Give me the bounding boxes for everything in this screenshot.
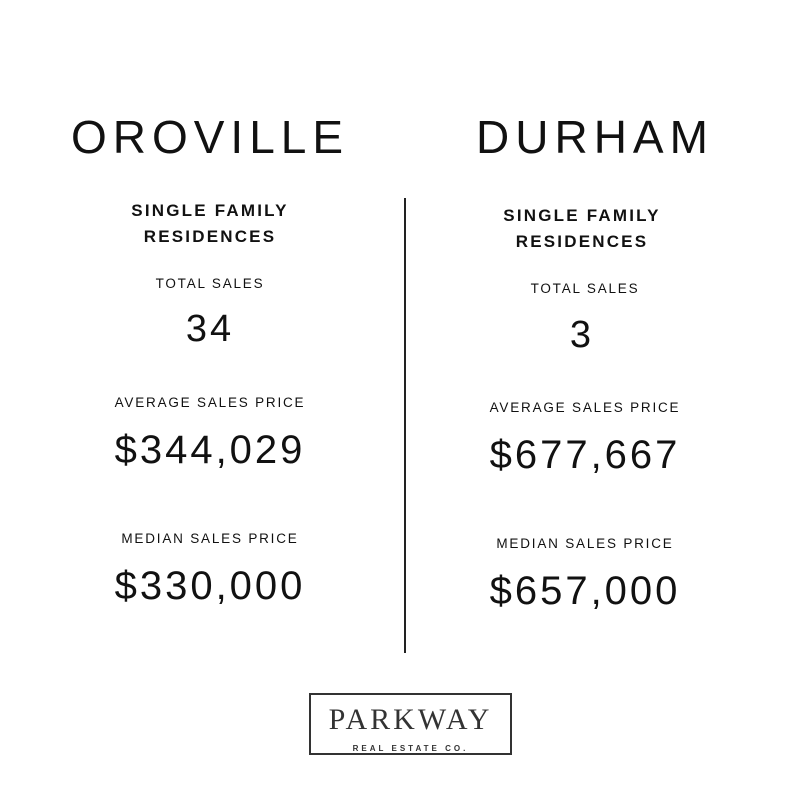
right-category-line1: SINGLE FAMILY [503,206,661,225]
left-category-line1: SINGLE FAMILY [131,201,289,220]
left-median-price-label: MEDIAN SALES PRICE [121,531,299,546]
right-average-price-label: AVERAGE SALES PRICE [489,400,681,415]
parkway-logo [309,693,512,755]
left-city-title: OROVILLE [70,111,350,163]
column-divider [404,198,406,653]
right-city-title: DURHAM [476,111,714,163]
left-total-sales-value: 34 [185,308,235,350]
right-total-sales-label: TOTAL SALES [530,281,640,296]
left-category-line2: RESIDENCES [143,227,277,246]
left-average-price-label: AVERAGE SALES PRICE [114,395,306,410]
left-average-price-value: $344,029 [114,428,306,472]
right-category-line2: RESIDENCES [515,232,649,251]
left-median-price-value: $330,000 [114,564,306,608]
right-median-price-label: MEDIAN SALES PRICE [496,536,674,551]
right-average-price-value: $677,667 [489,433,681,477]
right-median-price-value: $657,000 [489,569,681,613]
logo-tagline: REAL ESTATE CO. [347,744,475,753]
logo-name: PARKWAY [328,703,493,736]
right-total-sales-value: 3 [569,314,595,356]
logo-tagline-wrap [311,744,510,753]
left-total-sales-label: TOTAL SALES [155,276,265,291]
